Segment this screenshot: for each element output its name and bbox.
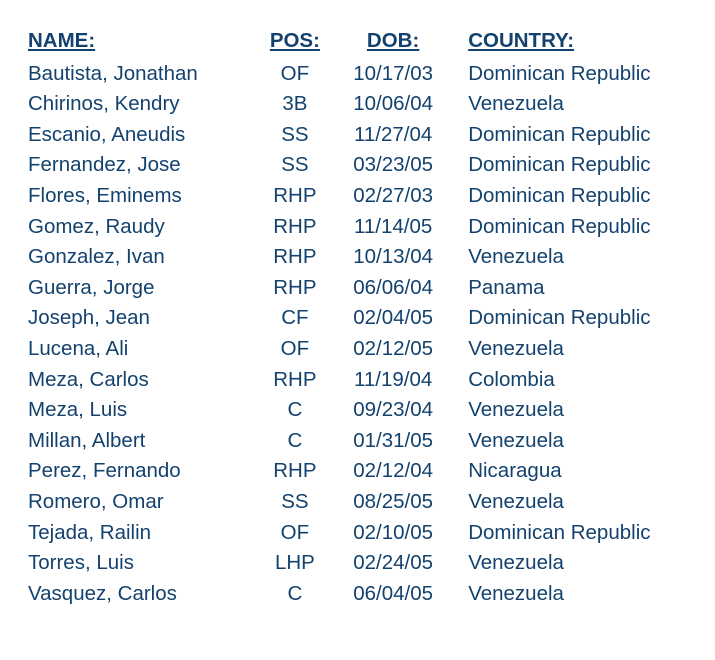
cell-name: Romero, Omar <box>28 489 164 513</box>
cell-name: Flores, Eminems <box>28 183 182 207</box>
table-row <box>28 120 688 151</box>
table-row <box>28 548 688 579</box>
cell-country: Panama <box>468 275 545 299</box>
column-header-name: NAME: <box>28 29 96 52</box>
table-body <box>28 59 688 610</box>
cell-name: Tejada, Railin <box>28 520 152 544</box>
cell-country: Venezuela <box>468 245 564 269</box>
table-row <box>28 212 688 243</box>
cell-country: Dominican Republic <box>468 61 651 85</box>
cell-dob: 11/19/04 <box>353 367 433 391</box>
roster-table <box>28 26 688 609</box>
table-row <box>28 334 688 365</box>
cell-dob: 02/12/04 <box>353 459 434 483</box>
cell-dob: 06/06/04 <box>353 275 434 299</box>
cell-dob: 08/25/05 <box>353 489 434 513</box>
cell-name: Fernandez, Jose <box>28 153 181 177</box>
cell-country: Venezuela <box>468 581 564 605</box>
cell-pos: SS <box>281 489 309 513</box>
cell-dob: 02/12/05 <box>353 336 434 360</box>
cell-pos: SS <box>281 122 309 146</box>
table-row <box>28 395 688 426</box>
cell-country: Venezuela <box>468 551 564 575</box>
cell-dob: 02/10/05 <box>353 520 434 544</box>
cell-name: Meza, Luis <box>28 398 128 422</box>
cell-name: Millan, Albert <box>28 428 146 452</box>
cell-name: Chirinos, Kendry <box>28 92 180 116</box>
cell-name: Bautista, Jonathan <box>28 61 198 85</box>
cell-pos: SS <box>281 153 309 177</box>
column-header-dob: DOB: <box>366 29 420 52</box>
cell-country: Colombia <box>468 367 555 391</box>
cell-dob: 03/23/05 <box>353 153 434 177</box>
cell-pos: C <box>287 581 303 605</box>
cell-name: Lucena, Ali <box>28 336 129 360</box>
cell-country: Dominican Republic <box>468 306 651 330</box>
cell-dob: 09/23/04 <box>353 398 434 422</box>
cell-name: Meza, Carlos <box>28 367 149 391</box>
table-row <box>28 426 688 457</box>
cell-dob: 01/31/05 <box>353 428 434 452</box>
table-row <box>28 365 688 396</box>
cell-pos: RHP <box>273 245 317 269</box>
cell-country: Nicaragua <box>468 459 562 483</box>
column-header-country: COUNTRY: <box>468 29 575 52</box>
cell-name: Vasquez, Carlos <box>28 581 177 605</box>
table-header <box>28 26 688 59</box>
table-row <box>28 487 688 518</box>
cell-dob: 02/27/03 <box>353 183 434 207</box>
table-header-row <box>28 26 688 59</box>
cell-dob: 10/13/04 <box>353 245 434 269</box>
cell-name: Torres, Luis <box>28 551 134 575</box>
cell-pos: C <box>287 398 303 422</box>
cell-pos: RHP <box>273 367 317 391</box>
cell-country: Venezuela <box>468 428 564 452</box>
cell-country: Venezuela <box>468 489 564 513</box>
table-row <box>28 579 688 610</box>
cell-country: Venezuela <box>468 92 564 116</box>
cell-pos: OF <box>280 61 310 85</box>
table-row <box>28 181 688 212</box>
cell-name: Gonzalez, Ivan <box>28 245 165 269</box>
cell-pos: CF <box>281 306 309 330</box>
cell-country: Dominican Republic <box>468 214 651 238</box>
cell-pos: OF <box>280 520 310 544</box>
cell-dob: 10/17/03 <box>353 61 434 85</box>
table-row <box>28 518 688 549</box>
table-row <box>28 456 688 487</box>
cell-country: Venezuela <box>468 336 564 360</box>
cell-pos: OF <box>280 336 310 360</box>
roster-container <box>28 26 688 609</box>
cell-dob: 10/06/04 <box>353 92 434 116</box>
cell-country: Dominican Republic <box>468 153 651 177</box>
cell-dob: 11/14/05 <box>353 214 433 238</box>
cell-name: Guerra, Jorge <box>28 275 155 299</box>
cell-country: Dominican Republic <box>468 520 651 544</box>
cell-pos: RHP <box>273 214 317 238</box>
table-row <box>28 273 688 304</box>
cell-pos: RHP <box>273 275 317 299</box>
cell-pos: C <box>287 428 303 452</box>
table-row <box>28 150 688 181</box>
cell-pos: RHP <box>273 183 317 207</box>
cell-name: Joseph, Jean <box>28 306 150 330</box>
cell-name: Perez, Fernando <box>28 459 181 483</box>
table-row <box>28 303 688 334</box>
cell-country: Venezuela <box>468 398 564 422</box>
cell-pos: LHP <box>274 551 315 575</box>
table-row <box>28 242 688 273</box>
cell-name: Gomez, Raudy <box>28 214 165 238</box>
cell-dob: 02/24/05 <box>353 551 434 575</box>
cell-dob: 06/04/05 <box>353 581 434 605</box>
cell-country: Dominican Republic <box>468 122 651 146</box>
cell-country: Dominican Republic <box>468 183 651 207</box>
cell-pos: RHP <box>273 459 317 483</box>
cell-name: Escanio, Aneudis <box>28 122 186 146</box>
cell-dob: 02/04/05 <box>353 306 434 330</box>
cell-pos: 3B <box>282 92 308 116</box>
column-header-pos: POS: <box>269 29 320 52</box>
table-row <box>28 89 688 120</box>
table-row <box>28 59 688 90</box>
cell-dob: 11/27/04 <box>353 122 433 146</box>
